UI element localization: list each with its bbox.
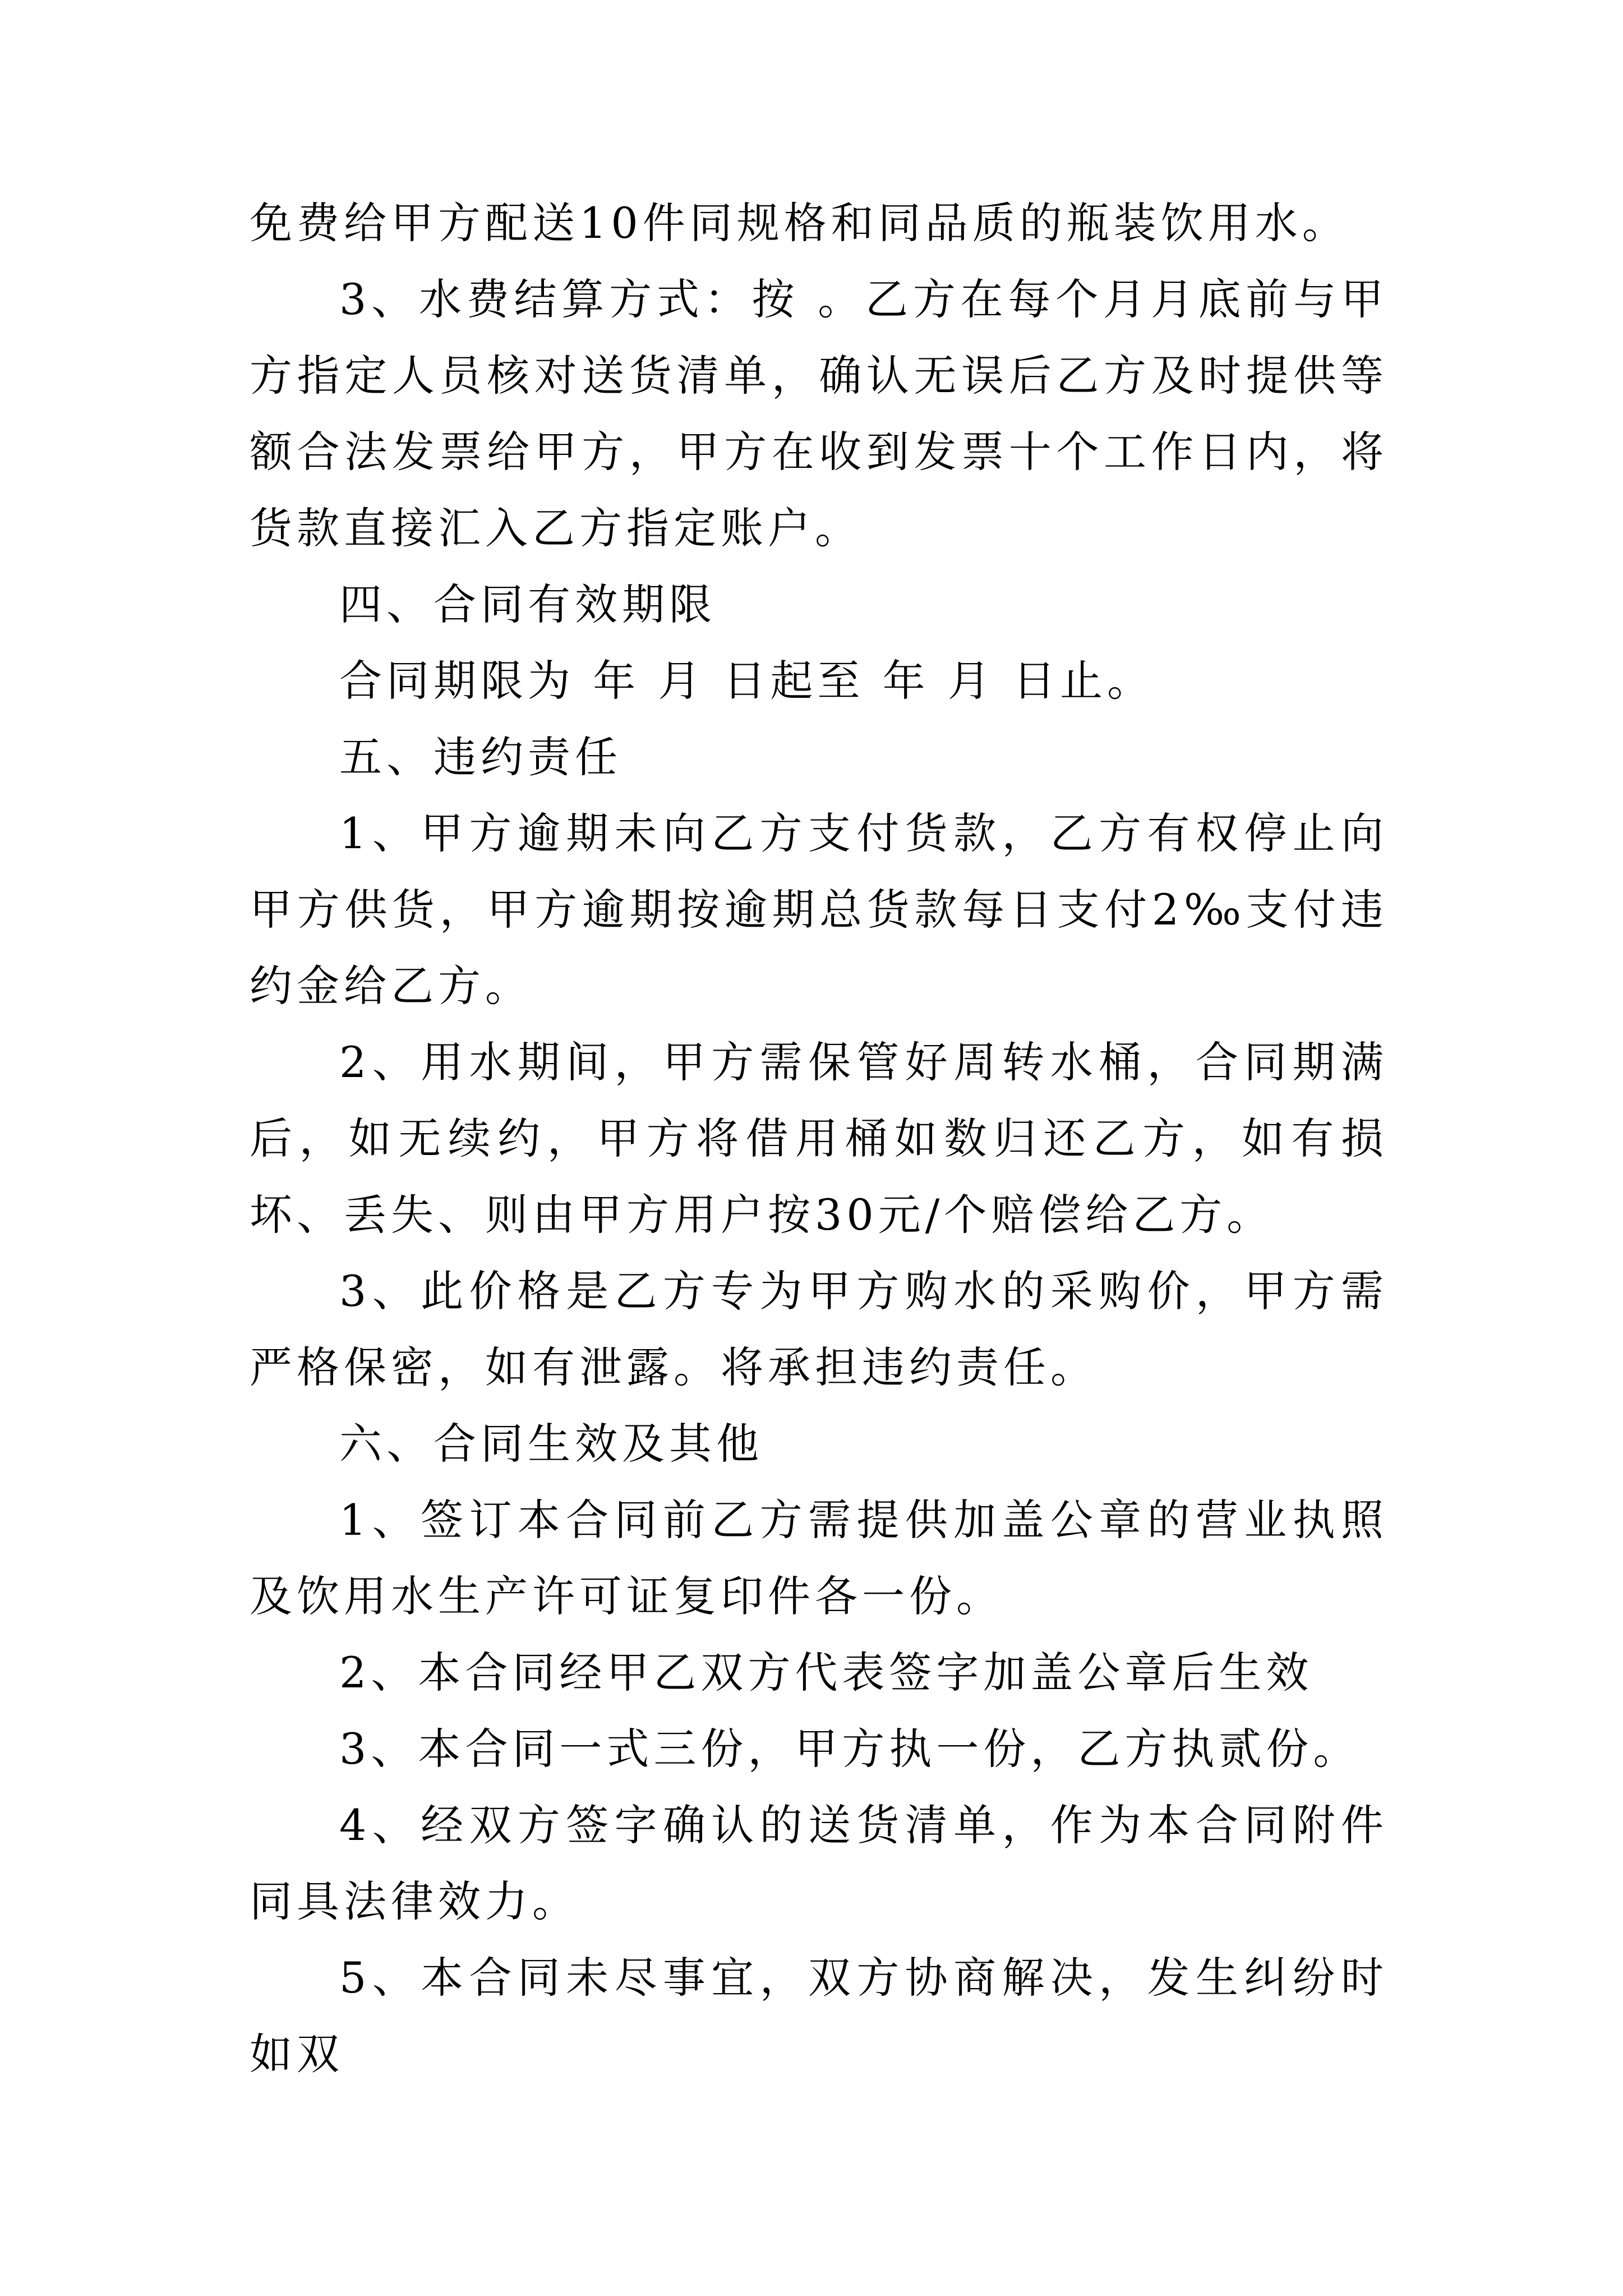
paragraph-continuation: 免费给甲方配送10件同规格和同品质的瓶装饮用水。 xyxy=(250,198,1349,248)
section-heading-liability: 五、违约责任 xyxy=(339,732,622,782)
paragraph-effect-5: 5、本合同未尽事宜，双方协商解决，发生纠纷时如双 xyxy=(250,1953,1388,2079)
paragraph-effect-4: 4、经双方签字确认的送货清单，作为本合同附件同具法律效力。 xyxy=(250,1800,1388,1926)
paragraph-term-period: 合同期限为 年 月 日起至 年 月 日止。 xyxy=(339,656,1154,706)
paragraph-liability-3: 3、此价格是乙方专为甲方购水的采购价，甲方需严格保密，如有泄露。将承担违约责任。 xyxy=(250,1266,1388,1392)
paragraph-liability-2: 2、用水期间，甲方需保管好周转水桶，合同期满后，如无续约，甲方将借用桶如数归还乙方，如有损坏、丢失、则由甲方用户按30元/个赔偿给乙方。 xyxy=(250,1037,1388,1240)
paragraph-effect-3: 3、本合同一式三份，甲方执一份，乙方执贰份。 xyxy=(339,1724,1361,1774)
paragraph-effect-2: 2、本合同经甲乙双方代表签字加盖公章后生效 xyxy=(339,1648,1313,1697)
paragraph-payment-method: 3、水费结算方式：按 。乙方在每个月月底前与甲方指定人员核对送货清单，确认无误后乙方及时提供等额合法发票给甲方，甲方在收到发票十个工作日内，将货款直接汇入乙方指定账户。 xyxy=(250,274,1388,553)
paragraph-effect-1: 1、签订本合同前乙方需提供加盖公章的营业执照及饮用水生产许可证复印件各一份。 xyxy=(250,1495,1388,1621)
document-body xyxy=(250,185,1388,2092)
paragraph-liability-1: 1、甲方逾期未向乙方支付货款，乙方有权停止向甲方供货，甲方逾期按逾期总货款每日支付2‰支付违约金给乙方。 xyxy=(250,808,1388,1011)
section-heading-term: 四、合同有效期限 xyxy=(339,579,716,629)
section-heading-effect: 六、合同生效及其他 xyxy=(339,1419,763,1469)
